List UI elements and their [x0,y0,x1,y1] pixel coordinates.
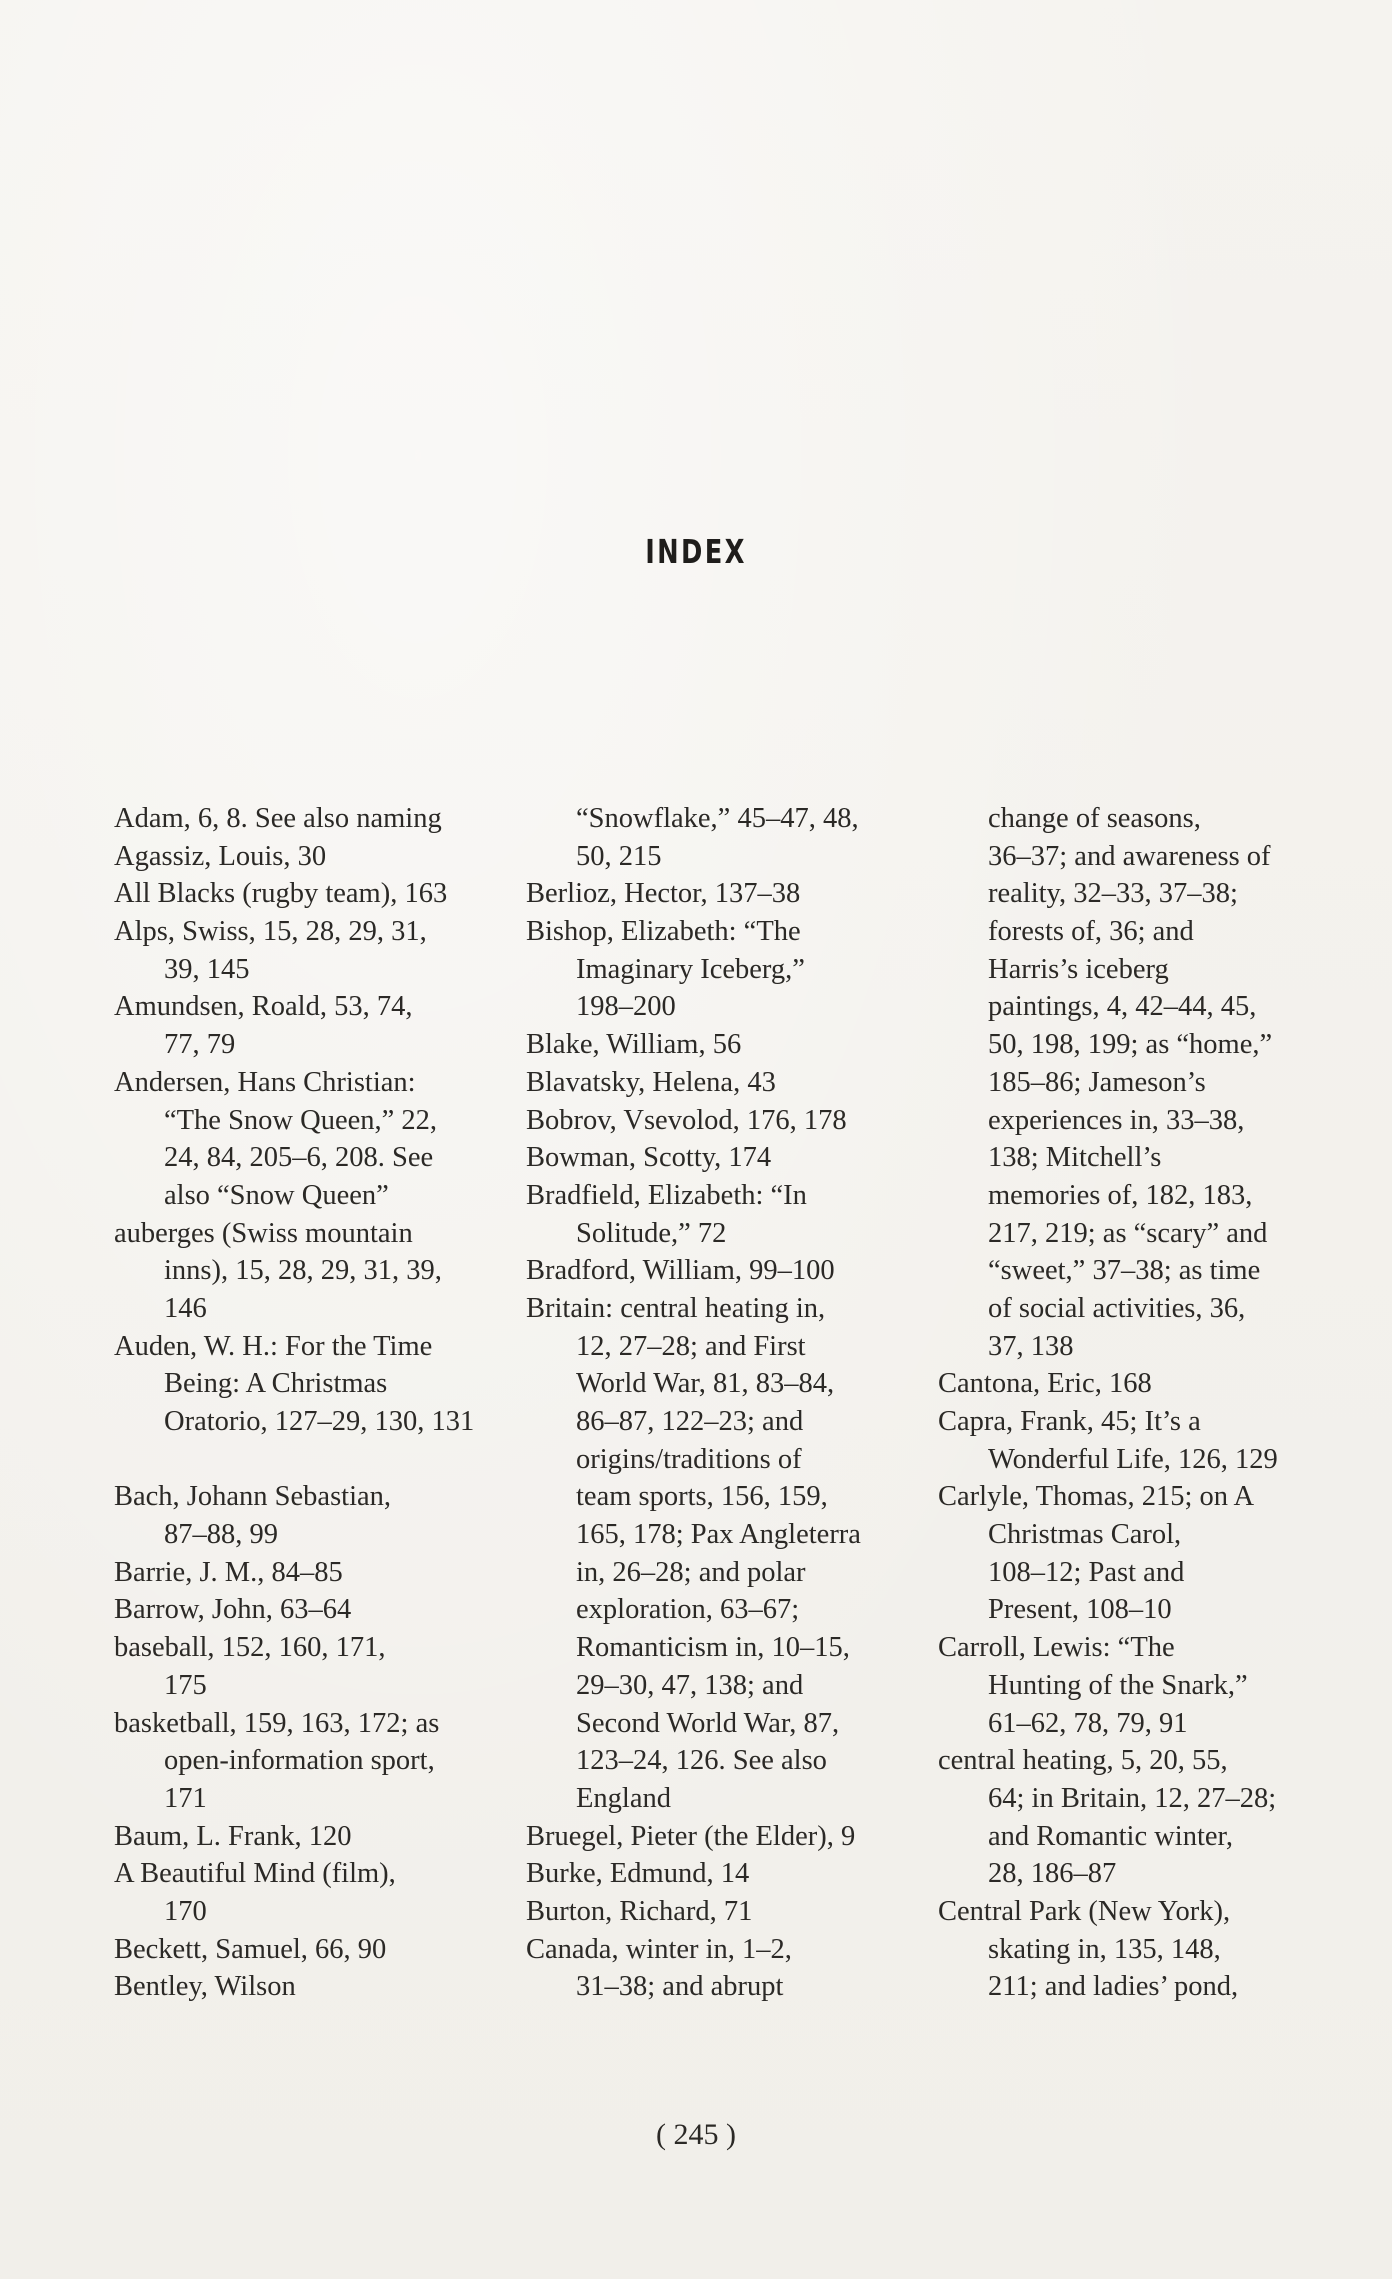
index-entry-line: Cantona, Eric, 168 [938,1368,1152,1400]
index-entry-line: Carroll, Lewis: “The [938,1632,1175,1664]
index-entry-line: Oratorio, 127–29, 130, 131 [164,1406,475,1437]
index-entry-line: “The Snow Queen,” 22, [164,1104,438,1136]
index-entry-line: auberges (Swiss mountain [114,1217,413,1249]
index-entry-line: Blavatsky, Helena, 43 [526,1066,776,1098]
index-entry-line: 170 [164,1895,207,1927]
index-entry-line: 12, 27–28; and First [576,1330,806,1362]
index-entry-line: 39, 145 [164,953,250,985]
index-entry-line: Beckett, Samuel, 66, 90 [114,1933,387,1965]
index-entry-line: 165, 178; Pax Angleterra [576,1519,861,1551]
index-entry-line: Blake, William, 56 [526,1029,742,1061]
index-entry-line: Solitude,” 72 [576,1217,727,1249]
index-entry-line: A Beautiful Mind (film), [114,1858,396,1890]
index-entry-line: Second World War, 87, [576,1707,840,1739]
index-entry-line: Andersen, Hans Christian: [114,1066,416,1098]
index-entry-line: 31–38; and abrupt [576,1971,784,2003]
index-entry-line: 198–200 [576,991,676,1023]
index-entry-line: Bobrov, Vsevolod, 176, 178 [526,1104,847,1136]
index-entry-line: Adam, 6, 8. See also naming [114,803,442,834]
index-entry-line: Imaginary Iceberg,” [576,953,805,985]
index-entry-line: origins/traditions of [576,1443,802,1475]
index-entry-line: 50, 198, 199; as “home,” [988,1029,1273,1061]
index-entry-line: inns), 15, 28, 29, 31, 39, [164,1255,442,1287]
index-entry-line: 29–30, 47, 138; and [576,1669,804,1701]
index-entry-line: Bentley, Wilson [114,1971,296,2003]
index-entry-line: All Blacks (rugby team), 163 [114,878,448,910]
index-entry-line: reality, 32–33, 37–38; [988,878,1238,910]
index-entry-line: central heating, 5, 20, 55, [938,1745,1228,1777]
index-entry-line: Auden, W. H.: For the Time [114,1330,433,1362]
index-entry-line: Burke, Edmund, 14 [526,1858,750,1890]
index-entry-line: Carlyle, Thomas, 215; on A [938,1481,1255,1513]
index-column-3 [938,800,1338,2006]
index-entry-line: 185–86; Jameson’s [988,1066,1206,1098]
index-entry-line: Britain: central heating in, [526,1292,826,1324]
index-entry-line: 108–12; Past and [988,1556,1185,1588]
index-entry-line: World War, 81, 83–84, [576,1368,835,1400]
index-entry-line: England [576,1782,671,1814]
index-entry-line: 50, 215 [576,840,662,872]
page-number: ( 245 ) [656,2118,736,2151]
index-entry-line: Bach, Johann Sebastian, [114,1481,392,1513]
index-entry-line: exploration, 63–67; [576,1594,800,1626]
index-entry-line: “Snowflake,” 45–47, 48, [576,803,859,834]
index-entry-line: experiences in, 33–38, [988,1104,1245,1136]
index-entry-line: open-information sport, [164,1745,435,1777]
index-entry-line: Bishop, Elizabeth: “The [526,916,801,948]
index-entry-line: Berlioz, Hector, 137–38 [526,878,801,910]
index-entry-line: Agassiz, Louis, 30 [114,840,327,872]
index-entry-line: 217, 219; as “scary” and [988,1217,1268,1249]
index-entry-line: 86–87, 122–23; and [576,1406,804,1437]
index-entry-line: Alps, Swiss, 15, 28, 29, 31, [114,916,427,948]
index-entry-line: Bradfield, Elizabeth: “In [526,1179,807,1211]
index-entry-line: 61–62, 78, 79, 91 [988,1707,1188,1739]
index-entry-line: paintings, 4, 42–44, 45, [988,991,1257,1023]
index-entry-line: Being: A Christmas [164,1368,388,1400]
index-entry-line: 36–37; and awareness of [988,840,1271,872]
index-entry-line: team sports, 156, 159, [576,1481,828,1513]
index-entry-line: Canada, winter in, 1–2, [526,1933,792,1965]
index-entry-line: memories of, 182, 183, [988,1179,1253,1211]
index-entry-line: 146 [164,1292,207,1324]
index-entry-line: Bradford, William, 99–100 [526,1255,835,1287]
index-entry-line: in, 26–28; and polar [576,1556,806,1588]
index-entry-line: skating in, 135, 148, [988,1933,1221,1965]
index-entry-line: Capra, Frank, 45; It’s a [938,1406,1201,1437]
index-entry-line: 123–24, 126. See also [576,1745,827,1777]
index-entry-line: forests of, 36; and [988,916,1194,948]
index-entry-line: and Romantic winter, [988,1820,1234,1852]
index-entry-line: 87–88, 99 [164,1519,278,1551]
index-entry-line: 77, 79 [164,1029,236,1061]
index-entry-line: 28, 186–87 [988,1858,1117,1890]
index-entry-line: Central Park (New York), [938,1895,1231,1927]
index-column-1 [114,800,494,2006]
index-entry-line: Harris’s iceberg [988,953,1169,985]
page-heading: INDEX [645,532,747,571]
index-entry-line: 171 [164,1782,207,1814]
index-entry-line: baseball, 152, 160, 171, [114,1632,386,1664]
index-entry-line: Wonderful Life, 126, 129 [988,1443,1278,1475]
index-entry-line: Romanticism in, 10–15, [576,1632,850,1664]
index-entry-line: basketball, 159, 163, 172; as [114,1707,440,1739]
index-column-2 [526,800,906,2006]
index-section-gap [114,1441,494,1479]
index-entry-line: Burton, Richard, 71 [526,1895,753,1927]
index-entry-line: Christmas Carol, [988,1519,1182,1551]
index-entry-line: “sweet,” 37–38; as time [988,1255,1261,1287]
index-entry-line: 64; in Britain, 12, 27–28; [988,1782,1277,1814]
index-entry-line: 175 [164,1669,207,1701]
index-entry-line: Bowman, Scotty, 174 [526,1142,772,1174]
index-entry-line: 211; and ladies’ pond, [988,1971,1239,2003]
index-entry-line: change of seasons, [988,803,1201,834]
index-entry-line: 37, 138 [988,1330,1074,1362]
index-entry-line: 24, 84, 205–6, 208. See [164,1142,434,1174]
index-entry-line: Amundsen, Roald, 53, 74, [114,991,413,1023]
index-entry-line: also “Snow Queen” [164,1179,389,1211]
index-entry-line: Bruegel, Pieter (the Elder), 9 [526,1820,856,1852]
index-entry-line: Barrie, J. M., 84–85 [114,1556,343,1588]
index-entry-line: Hunting of the Snark,” [988,1669,1248,1701]
index-entry-line: 138; Mitchell’s [988,1142,1162,1174]
index-entry-line: Barrow, John, 63–64 [114,1594,352,1626]
index-entry-line: of social activities, 36, [988,1292,1246,1324]
index-entry-line: Baum, L. Frank, 120 [114,1820,352,1852]
index-entry-line: Present, 108–10 [988,1594,1172,1626]
